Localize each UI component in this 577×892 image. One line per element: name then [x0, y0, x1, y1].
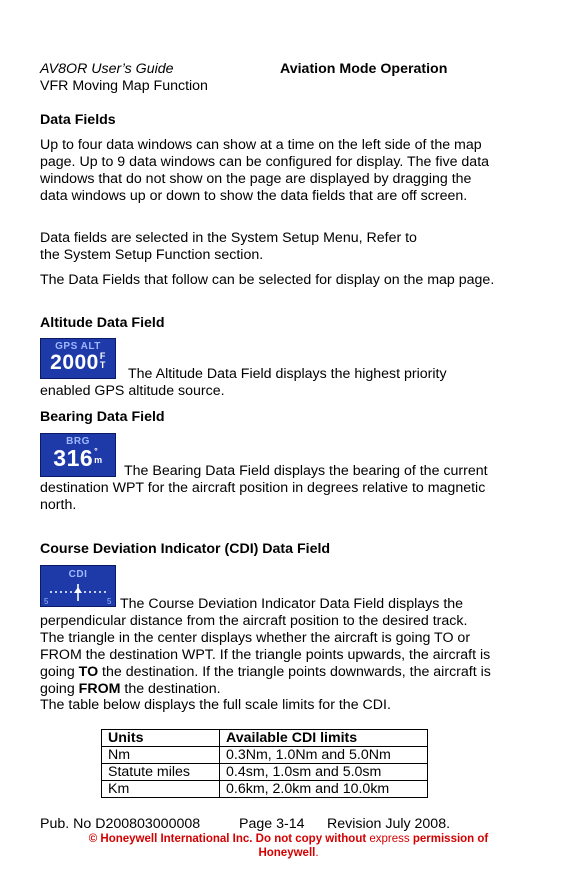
cdi-limits-table: [101, 729, 428, 798]
altitude-description: The Altitude Data Field displays the highest priority enabled GPS altitude source.: [40, 366, 447, 399]
table-header-limits: Available CDI limits: [220, 730, 428, 747]
data-fields-para-2: Data fields are selected in the System Setup Menu, Refer to the System Setup Function section.: [40, 230, 417, 263]
table-header-units: Units: [102, 730, 220, 747]
cdi-left-scale: 5: [44, 597, 49, 606]
table-cell-unit: Statute miles: [102, 764, 220, 781]
bearing-description: The Bearing Data Field displays the bearing of the current destination WPT for the aircraft position in degrees relative to magnetic north.: [40, 463, 488, 513]
table-cell-unit: Nm: [102, 747, 220, 764]
bearing-widget-value: 316° m: [53, 445, 103, 471]
table-row: [102, 747, 428, 764]
altitude-widget-value: 2000F T: [50, 351, 106, 374]
data-fields-heading: Data Fields: [40, 112, 116, 128]
table-header-row: [102, 730, 428, 747]
cdi-heading: Course Deviation Indicator (CDI) Data Field: [40, 541, 331, 557]
footer-pub-no: Pub. No D200803000008: [40, 816, 201, 832]
cdi-to-word: TO: [78, 664, 99, 680]
cdi-description: The Course Deviation Indicator Data Field displays the perpendicular distance from the aircraft position to the desired track. The triangle in the center displays whether the aircraft is going TO or FROM the destination WPT. If the triangle points upwards, the aircraft is going TO the destination. If the triangle points downwards, the aircraft is going FROM the destination.: [40, 596, 491, 697]
table-row: [102, 764, 428, 781]
cdi-right-scale: 5: [107, 597, 112, 606]
guide-title: AV8OR User’s Guide: [40, 61, 174, 77]
bearing-widget-label: BRG: [66, 436, 90, 447]
footer-revision: Revision July 2008.: [327, 816, 451, 832]
data-fields-para-1: Up to four data windows can show at a time on the left side of the map page. Up to 9 data windows can be configured for display. The five data windows that do not show on the page are displayed by dragging the data windows up or down to show the data fields that are off screen.: [40, 137, 490, 204]
page-subtitle: VFR Moving Map Function: [40, 78, 208, 94]
data-fields-para-3: The Data Fields that follow can be selected for display on the map page.: [40, 272, 495, 288]
table-cell-unit: Km: [102, 781, 220, 798]
cdi-table-intro: The table below displays the full scale limits for the CDI.: [40, 697, 391, 713]
cdi-to-triangle-icon: [74, 587, 82, 593]
footer-page-number: Page 3-14: [239, 816, 305, 832]
cdi-widget-label: CDI: [68, 569, 88, 580]
bearing-heading: Bearing Data Field: [40, 409, 165, 425]
section-title: Aviation Mode Operation: [280, 61, 448, 77]
table-row: [102, 781, 428, 798]
altitude-heading: Altitude Data Field: [40, 315, 165, 331]
table-cell-limits: 0.4sm, 1.0sm and 5.0sm: [220, 764, 428, 781]
altitude-widget-label: GPS ALT: [55, 341, 101, 352]
table-cell-limits: 0.3Nm, 1.0Nm and 5.0Nm: [220, 747, 428, 764]
table-cell-limits: 0.6km, 2.0km and 10.0km: [220, 781, 428, 798]
copyright-notice: © Honeywell International Inc. Do not copy without express permission of Honeywell.: [88, 833, 489, 859]
cdi-from-word: FROM: [78, 681, 121, 697]
